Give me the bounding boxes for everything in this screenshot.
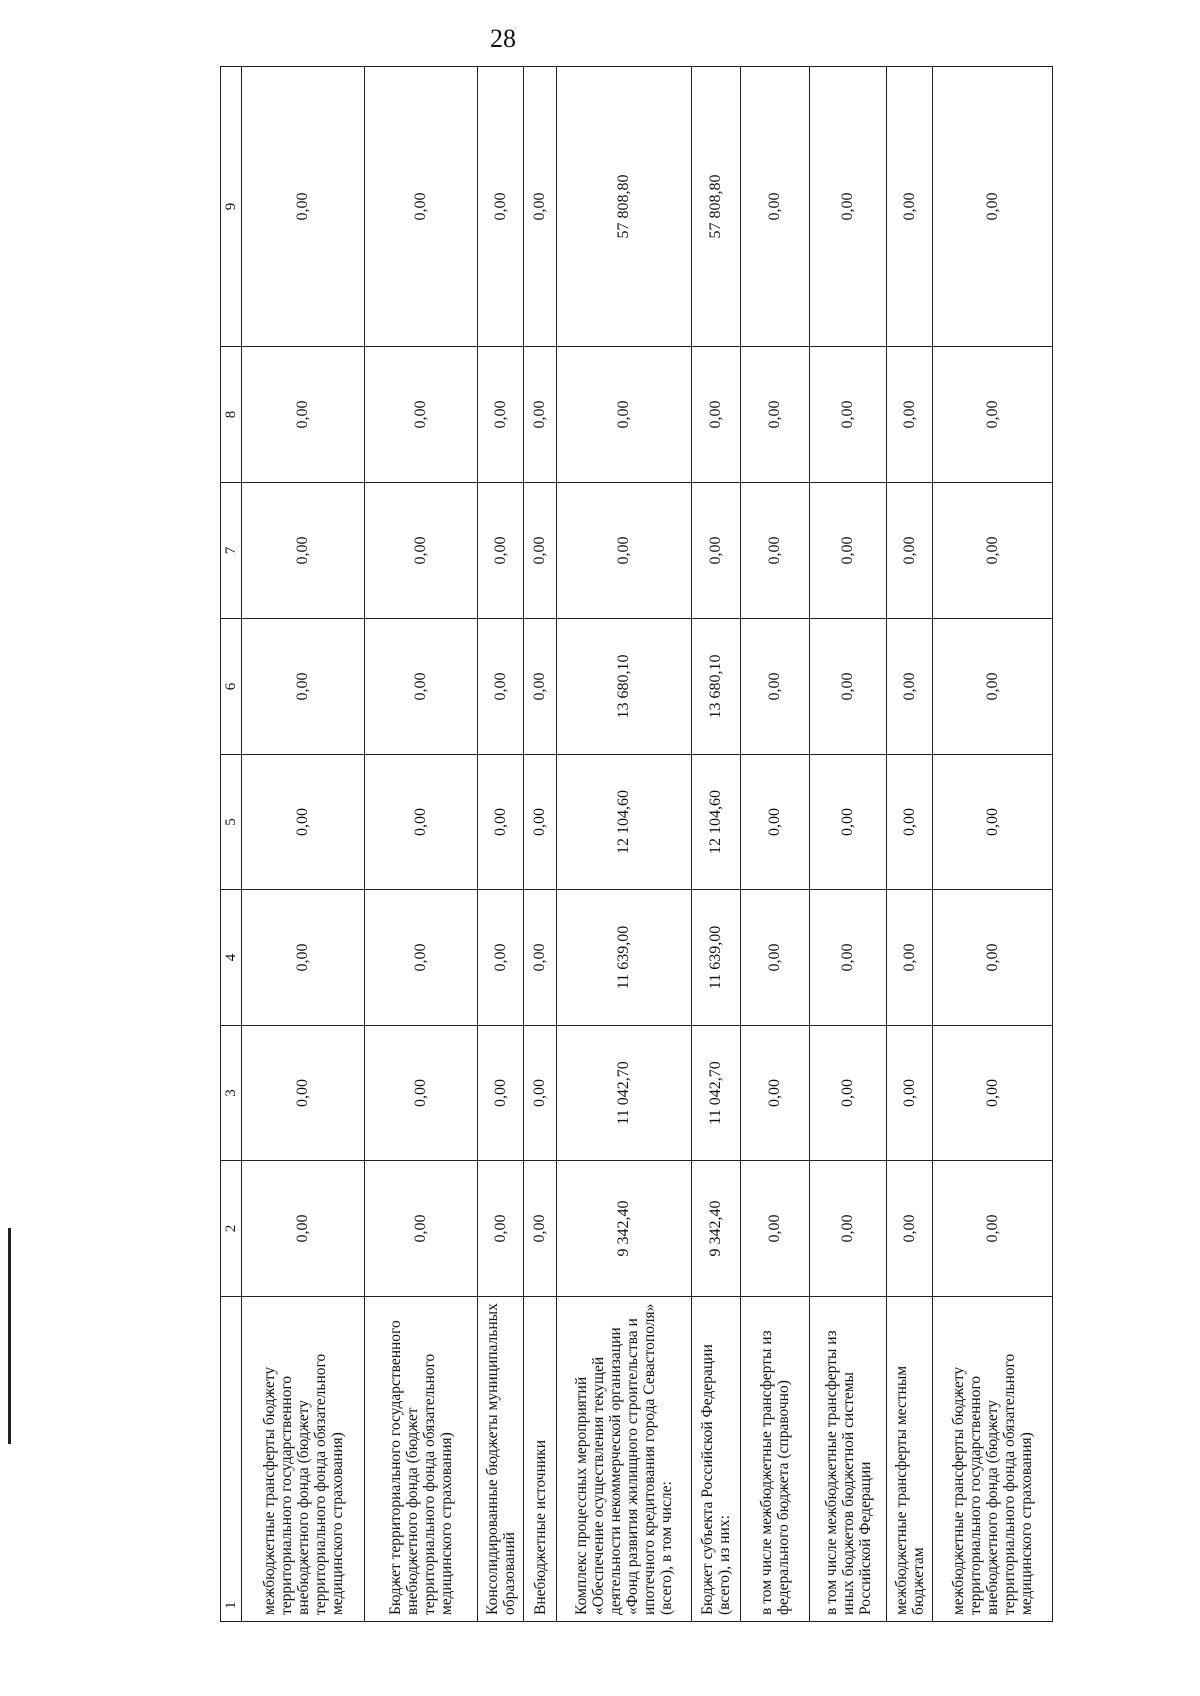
value-cell: 0,00: [810, 67, 887, 347]
value-cell: 0,00: [887, 619, 933, 755]
value-cell: 0,00: [741, 1161, 810, 1297]
value-cell: 0,00: [741, 483, 810, 619]
table-row: [557, 67, 692, 1622]
value-cell: 0,00: [365, 890, 478, 1026]
value-cell: 11 042,70: [557, 1026, 692, 1161]
table-row: [810, 67, 887, 1622]
value-cell: 13 680,10: [692, 619, 741, 755]
col-header: 8: [221, 347, 242, 483]
value-cell: 0,00: [933, 890, 1053, 1026]
value-cell: 0,00: [741, 67, 810, 347]
value-cell: 57 808,80: [692, 67, 741, 347]
value-cell: 0,00: [242, 619, 365, 755]
value-cell: 0,00: [933, 67, 1053, 347]
table-row: [692, 67, 741, 1622]
table-row: [524, 67, 557, 1622]
col-header: 5: [221, 755, 242, 890]
value-cell: 0,00: [933, 347, 1053, 483]
col-header: 2: [221, 1161, 242, 1297]
row-label: межбюджетные трансферты местным бюджетам: [887, 1297, 933, 1622]
value-cell: 0,00: [242, 1026, 365, 1161]
value-cell: 0,00: [365, 619, 478, 755]
value-cell: 0,00: [887, 1161, 933, 1297]
value-cell: 0,00: [365, 755, 478, 890]
value-cell: 0,00: [524, 890, 557, 1026]
value-cell: 0,00: [810, 1026, 887, 1161]
value-cell: 0,00: [692, 347, 741, 483]
value-cell: 0,00: [933, 1161, 1053, 1297]
value-cell: 11 639,00: [557, 890, 692, 1026]
value-cell: 0,00: [524, 1026, 557, 1161]
value-cell: 0,00: [242, 483, 365, 619]
col-header: 1: [221, 1297, 242, 1622]
row-label: Бюджет территориального государственного внебюджетного фонда (бюджет территориального фонда обязательного медицинского страхования): [365, 1297, 478, 1622]
value-cell: 0,00: [365, 67, 478, 347]
row-label: Бюджет субъекта Российской Федерации (всего), из них:: [692, 1297, 741, 1622]
value-cell: 0,00: [887, 1026, 933, 1161]
value-cell: 0,00: [810, 1161, 887, 1297]
rotated-table-container: [220, 67, 1035, 1622]
value-cell: 0,00: [692, 483, 741, 619]
value-cell: 0,00: [810, 619, 887, 755]
value-cell: 0,00: [478, 890, 524, 1026]
header-row: [221, 67, 242, 1622]
value-cell: 0,00: [933, 483, 1053, 619]
row-label: Комплекс процессных мероприятий «Обеспечение осуществления текущей деятельности некоммерческой организации «Фонд развития жилищного строительства и ипотечного кредитования города Севастополя» (всего), в том числе:: [557, 1297, 692, 1622]
col-header: 3: [221, 1026, 242, 1161]
value-cell: 0,00: [933, 1026, 1053, 1161]
table-row: [242, 67, 365, 1622]
col-header: 9: [221, 67, 242, 347]
value-cell: 0,00: [365, 347, 478, 483]
value-cell: 0,00: [524, 755, 557, 890]
budget-table: [220, 66, 1053, 1622]
col-header: 4: [221, 890, 242, 1026]
value-cell: 0,00: [242, 1161, 365, 1297]
value-cell: 0,00: [242, 347, 365, 483]
value-cell: 57 808,80: [557, 67, 692, 347]
value-cell: 0,00: [365, 483, 478, 619]
value-cell: 0,00: [741, 755, 810, 890]
value-cell: 0,00: [524, 619, 557, 755]
value-cell: 0,00: [933, 619, 1053, 755]
value-cell: 0,00: [242, 755, 365, 890]
table-row: [365, 67, 478, 1622]
value-cell: 0,00: [741, 890, 810, 1026]
value-cell: 0,00: [810, 755, 887, 890]
value-cell: 0,00: [557, 483, 692, 619]
value-cell: 0,00: [933, 755, 1053, 890]
row-label: межбюджетные трансферты бюджету территориального государственного внебюджетного фонда (бюджету территориального фонда обязательного медицинского страхования): [242, 1297, 365, 1622]
row-label: в том числе межбюджетные трансферты из иных бюджетов бюджетной системы Российской Федерации: [810, 1297, 887, 1622]
value-cell: 0,00: [524, 67, 557, 347]
value-cell: 12 104,60: [557, 755, 692, 890]
value-cell: 0,00: [810, 347, 887, 483]
page-number: 28: [490, 24, 516, 53]
value-cell: 0,00: [242, 890, 365, 1026]
row-label: Консолидированные бюджеты муниципальных образований: [478, 1297, 524, 1622]
value-cell: 0,00: [810, 483, 887, 619]
value-cell: 11 042,70: [692, 1026, 741, 1161]
value-cell: 0,00: [887, 347, 933, 483]
table-row: [933, 67, 1053, 1622]
value-cell: 0,00: [524, 347, 557, 483]
value-cell: 9 342,40: [692, 1161, 741, 1297]
value-cell: 0,00: [242, 67, 365, 347]
value-cell: 0,00: [478, 347, 524, 483]
col-header: 6: [221, 619, 242, 755]
value-cell: 0,00: [478, 755, 524, 890]
value-cell: 13 680,10: [557, 619, 692, 755]
value-cell: 0,00: [741, 619, 810, 755]
value-cell: 0,00: [478, 619, 524, 755]
value-cell: 0,00: [887, 755, 933, 890]
value-cell: 0,00: [887, 890, 933, 1026]
value-cell: 0,00: [478, 1026, 524, 1161]
table-row: [741, 67, 810, 1622]
value-cell: 0,00: [524, 483, 557, 619]
value-cell: 0,00: [741, 1026, 810, 1161]
value-cell: 0,00: [887, 483, 933, 619]
row-label: Внебюджетные источники: [524, 1297, 557, 1622]
binding-margin-line: [8, 1228, 11, 1444]
value-cell: 0,00: [478, 1161, 524, 1297]
row-label: в том числе межбюджетные трансферты из федерального бюджета (справочно): [741, 1297, 810, 1622]
value-cell: 12 104,60: [692, 755, 741, 890]
value-cell: 0,00: [365, 1161, 478, 1297]
value-cell: 0,00: [478, 67, 524, 347]
value-cell: 0,00: [887, 67, 933, 347]
table-row: [887, 67, 933, 1622]
value-cell: 0,00: [478, 483, 524, 619]
value-cell: 11 639,00: [692, 890, 741, 1026]
col-header: 7: [221, 483, 242, 619]
row-label: межбюджетные трансферты бюджету территориального государственного внебюджетного фонда (бюджету территориального фонда обязательного медицинского страхования): [933, 1297, 1053, 1622]
value-cell: 0,00: [741, 347, 810, 483]
value-cell: 9 342,40: [557, 1161, 692, 1297]
value-cell: 0,00: [365, 1026, 478, 1161]
value-cell: 0,00: [810, 890, 887, 1026]
table-row: [478, 67, 524, 1622]
value-cell: 0,00: [524, 1161, 557, 1297]
value-cell: 0,00: [557, 347, 692, 483]
